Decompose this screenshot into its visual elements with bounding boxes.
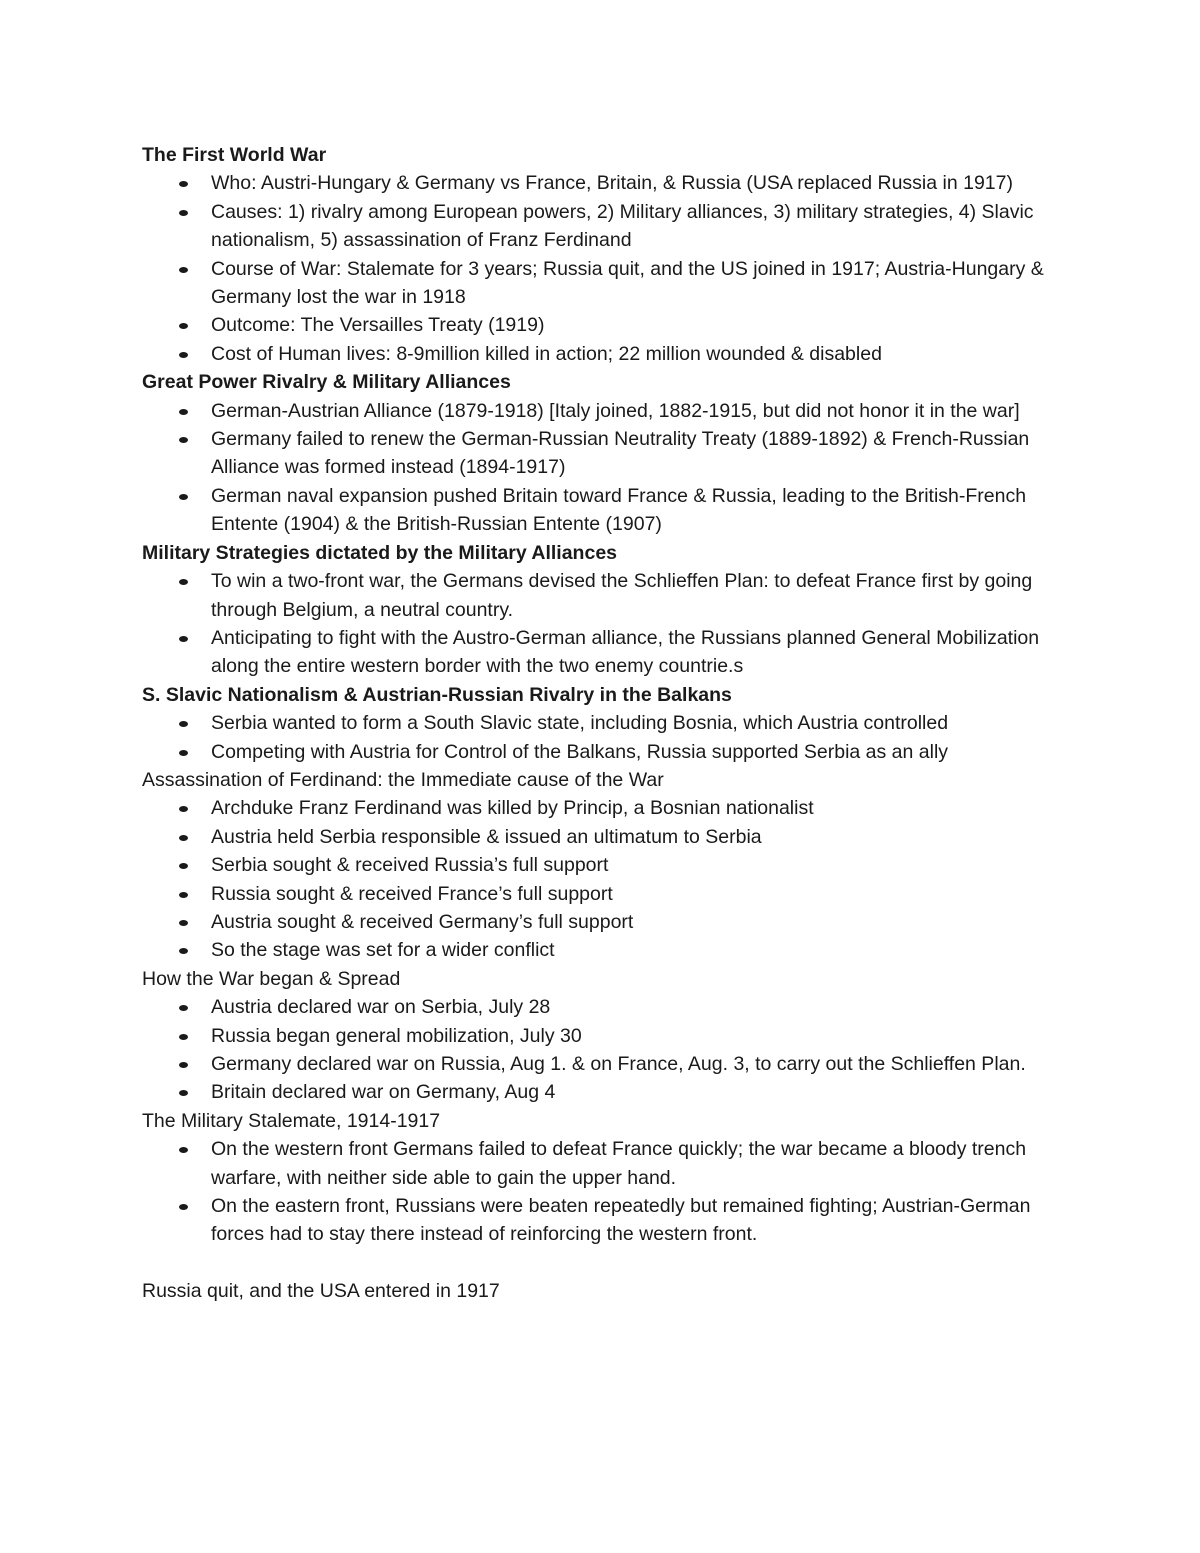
section-heading: How the War began & Spread — [142, 967, 401, 990]
list-item-text: Course of War: Stalemate for 3 years; Russia quit, and the US joined in 1917; Austria-Hungary & Germany lost the war in 1918 — [211, 257, 1044, 309]
list-item-text: Russia began general mobilization, July 30 — [211, 1024, 582, 1047]
list-item-text: Cost of Human lives: 8-9million killed in action; 22 million wounded & disabled — [211, 342, 882, 365]
bullet-icon — [179, 948, 188, 954]
list-item-text: Austria held Serbia responsible & issued an ultimatum to Serbia — [211, 825, 762, 848]
bullet-icon — [179, 721, 188, 727]
list-item — [142, 340, 1072, 368]
list-item — [142, 823, 1072, 851]
list-item — [142, 993, 1072, 1021]
list-item — [142, 198, 1072, 255]
list-item — [142, 851, 1072, 879]
bullet-list — [142, 709, 1072, 766]
bullet-icon — [179, 409, 188, 415]
list-item-text: Austria sought & received Germany’s full support — [211, 910, 634, 933]
document-page — [142, 141, 1072, 1306]
bullet-list — [142, 567, 1072, 681]
bullet-icon — [179, 1005, 188, 1011]
bullet-list — [142, 794, 1072, 964]
list-item — [142, 936, 1072, 964]
list-item — [142, 311, 1072, 339]
list-item-text: German naval expansion pushed Britain toward France & Russia, leading to the British-French Entente (1904) & the British-Russian Entente (1907) — [211, 484, 1027, 536]
list-item — [142, 1050, 1072, 1078]
list-item-text: Germany declared war on Russia, Aug 1. & on France, Aug. 3, to carry out the Schlieffen Plan. — [211, 1053, 1026, 1075]
bullet-list — [142, 993, 1072, 1107]
bullet-icon — [179, 1147, 188, 1153]
bullet-icon — [179, 806, 188, 812]
list-item-text: To win a two-front war, the Germans devised the Schlieffen Plan: to defeat France first by going through Belgium, a neutral country. — [211, 570, 1033, 621]
bullet-icon — [179, 579, 188, 585]
bullet-icon — [179, 892, 188, 898]
closing-line: Russia quit, and the USA entered in 1917 — [142, 1280, 500, 1303]
list-item — [142, 425, 1072, 482]
section-heading: The Military Stalemate, 1914-1917 — [142, 1109, 441, 1132]
bullet-icon — [179, 352, 188, 358]
list-item-text: Who: Austri-Hungary & Germany vs France, Britain, & Russia (USA replaced Russia in 1917) — [211, 172, 1013, 195]
bullet-icon — [179, 210, 188, 216]
section — [142, 539, 1072, 681]
list-item — [142, 794, 1072, 822]
list-item-text: So the stage was set for a wider conflict — [211, 939, 555, 962]
bullet-list — [142, 1135, 1072, 1249]
list-item-text: Russia sought & received France’s full support — [211, 882, 613, 905]
section-heading: Assassination of Ferdinand: the Immediate cause of the War — [142, 768, 664, 791]
section — [142, 141, 1072, 368]
section-heading: The First World War — [142, 144, 327, 166]
list-item — [142, 1078, 1072, 1106]
section — [142, 766, 1072, 965]
bullet-icon — [179, 267, 188, 273]
bullet-icon — [179, 1204, 188, 1210]
list-item-text: Causes: 1) rivalry among European powers, 2) Military alliances, 3) military strategies, 4) Slavic nationalism, 5) assassination of Franz Ferdinand — [211, 200, 1034, 252]
list-item — [142, 1022, 1072, 1050]
bullet-list — [142, 169, 1072, 368]
list-item-text: On the eastern front, Russians were beaten repeatedly but remained fighting; Austrian-German forces had to stay there instead of reinforcing the western front. — [211, 1195, 1031, 1246]
list-item — [142, 1135, 1072, 1192]
list-item — [142, 1192, 1072, 1249]
blank-line — [142, 1249, 1072, 1277]
bullet-icon — [179, 494, 188, 500]
list-item-text: On the western front Germans failed to defeat France quickly; the war became a bloody trench warfare, with neither side able to gain the upper hand. — [211, 1138, 1027, 1189]
bullet-icon — [179, 181, 188, 187]
bullet-icon — [179, 750, 188, 756]
section-heading: Great Power Rivalry & Military Alliances — [142, 371, 511, 394]
bullet-icon — [179, 920, 188, 926]
section — [142, 965, 1072, 1107]
list-item-text: Outcome: The Versailles Treaty (1919) — [211, 314, 545, 337]
list-item-text: Austria declared war on Serbia, July 28 — [211, 996, 551, 1019]
bullet-icon — [179, 636, 188, 642]
list-item-text: German-Austrian Alliance (1879-1918) [Italy joined, 1882-1915, but did not honor it in the war] — [211, 399, 1020, 422]
list-item — [142, 738, 1072, 766]
list-item-text: Serbia wanted to form a South Slavic state, including Bosnia, which Austria controlled — [211, 712, 949, 735]
list-item — [142, 169, 1072, 197]
section — [142, 1107, 1072, 1249]
bullet-icon — [179, 323, 188, 329]
list-item-text: Competing with Austria for Control of the Balkans, Russia supported Serbia as an ally — [211, 740, 949, 763]
list-item-text: Germany failed to renew the German-Russian Neutrality Treaty (1889-1892) & French-Russian Alliance was formed instead (1894-1917) — [211, 428, 1030, 479]
bullet-icon — [179, 1090, 188, 1096]
list-item — [142, 880, 1072, 908]
list-item — [142, 397, 1072, 425]
list-item — [142, 567, 1072, 624]
list-item — [142, 624, 1072, 681]
bullet-icon — [179, 437, 188, 443]
list-item — [142, 255, 1072, 312]
section-heading: Military Strategies dictated by the Military Alliances — [142, 541, 618, 564]
list-item-text: Anticipating to fight with the Austro-German alliance, the Russians planned General Mobilization along the entire western border with the two enemy countrie.s — [211, 626, 1040, 678]
section — [142, 368, 1072, 538]
list-item-text: Britain declared war on Germany, Aug 4 — [211, 1081, 556, 1104]
bullet-icon — [179, 1034, 188, 1040]
section-heading: S. Slavic Nationalism & Austrian-Russian Rivalry in the Balkans — [142, 683, 732, 706]
bullet-icon — [179, 1062, 188, 1068]
list-item-text: Archduke Franz Ferdinand was killed by Princip, a Bosnian nationalist — [211, 797, 814, 820]
list-item — [142, 908, 1072, 936]
list-item — [142, 482, 1072, 539]
bullet-icon — [179, 863, 188, 869]
section — [142, 681, 1072, 766]
list-item — [142, 709, 1072, 737]
list-item-text: Serbia sought & received Russia’s full support — [211, 854, 609, 877]
bullet-icon — [179, 835, 188, 841]
bullet-list — [142, 397, 1072, 539]
